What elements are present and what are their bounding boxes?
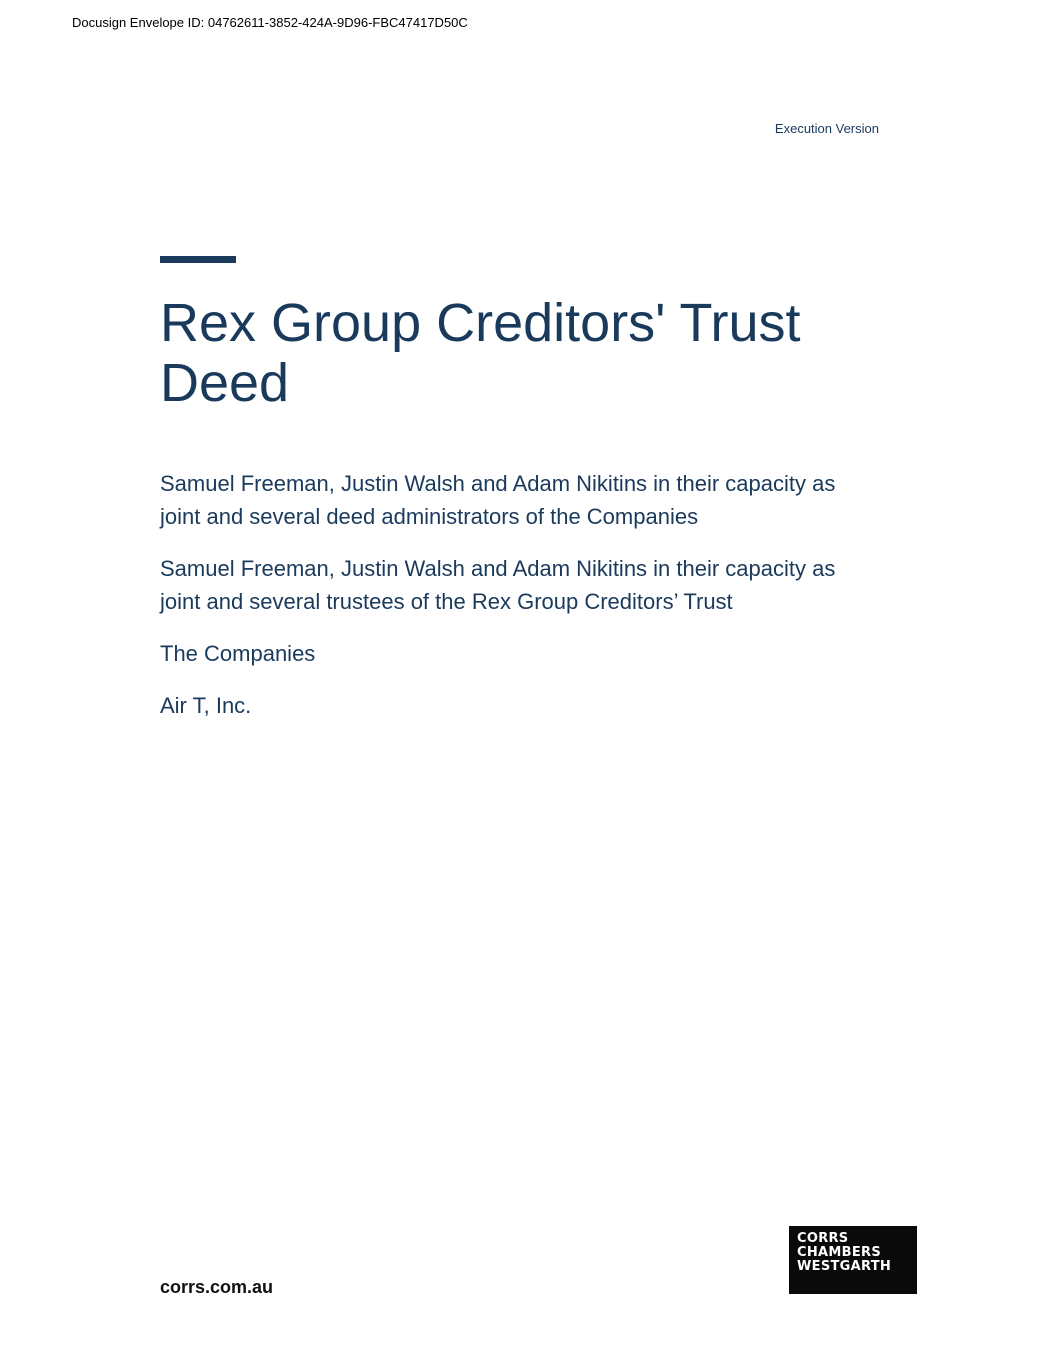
logo-line-3: WESTGARTH xyxy=(797,1259,892,1274)
parties-list xyxy=(160,467,880,741)
document-title: Rex Group Creditors' Trust Deed xyxy=(160,293,801,413)
corrs-logo xyxy=(789,1226,917,1294)
execution-version-label: Execution Version xyxy=(774,121,879,136)
title-accent-bar xyxy=(160,256,236,263)
docusign-envelope-id: Docusign Envelope ID: 04762611-3852-424A-9D96-FBC47417D50C xyxy=(72,15,468,30)
party-item-companies: The Companies xyxy=(160,641,316,666)
logo-line-1: CORRS xyxy=(797,1231,849,1246)
party-item-trustees: Samuel Freeman, Justin Walsh and Adam Nikitins in their capacity as joint and several trustees of the Rex Group Creditors’ Trust xyxy=(160,556,836,614)
party-item-air-t: Air T, Inc. xyxy=(160,693,252,718)
logo-line-2: CHAMBERS xyxy=(797,1245,881,1260)
footer-website: corrs.com.au xyxy=(160,1277,274,1297)
party-item-deed-administrators: Samuel Freeman, Justin Walsh and Adam Nikitins in their capacity as joint and several deed administrators of the Companies xyxy=(160,471,836,529)
